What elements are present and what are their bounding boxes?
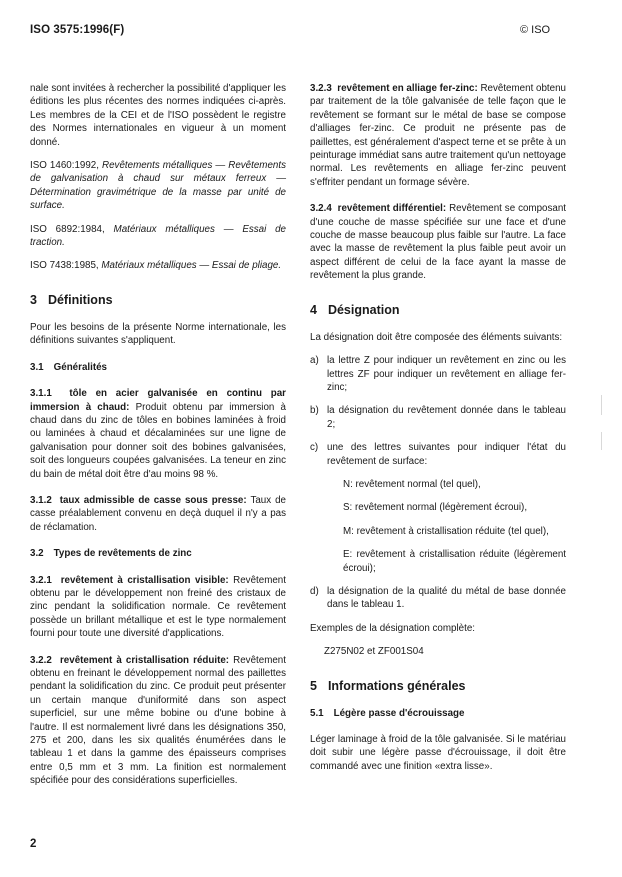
item-text: la lettre Z pour indiquer un revêtement en zinc ou les lettres ZF pour indiquer un revêtement en alliage fer-zinc; xyxy=(327,355,566,393)
definition-term: taux admissible de casse sous presse: xyxy=(59,494,247,506)
definition-3-2-4 xyxy=(310,202,566,282)
item-text: la désignation du revêtement donnée dans le tableau 2; xyxy=(327,405,566,430)
left-column xyxy=(30,82,286,788)
section-number: 3.1 xyxy=(30,361,44,373)
section-title: Types de revêtements de zinc xyxy=(53,548,192,560)
reference-title: Matériaux métalliques — Essai de pliage. xyxy=(101,260,282,272)
section-title: Définitions xyxy=(47,292,113,307)
section-title: Informations générales xyxy=(327,678,466,693)
examples-value: Z275N02 et ZF001S04 xyxy=(324,646,424,658)
reference-code: ISO 1460:1992, xyxy=(30,160,99,172)
definition-term: revêtement différentiel: xyxy=(337,203,447,215)
section-5-1-text: Léger laminage à froid de la tôle galvanisée. Si le matériau doit subir une légère passe d'écrouissage, il doit être commandé avec une finition «extra lisse». xyxy=(310,734,566,772)
definition-text: Revêtement se composant d'une couche de masse spécifiée sur une face et d'une couche de masse beaucoup plus faible sur l'autre. La face avec la masse de revêtement la plus faible peut avoir un aspect différent de celui de la face ayant la masse de revêtement la plus grande. xyxy=(310,203,566,282)
section-4-intro: La désignation doit être composée des éléments suivants: xyxy=(310,331,563,343)
definition-text: Revêtement obtenu en freinant le développement normal des paillettes pendant la solidification du zinc. Ce produit peut présenter un certain manque d'uniformité dans son aspect superficiel, sur une même bobine ou d'une bobine à l'autre. Il est normalement livré dans les désignations 350, 275 et 200, dans les six qualités énumérées dans le tableau 1 et dans la gamme des épaisseurs comprises entre 0,5 mm et 3 mm. La finition est normalement spécifiée pour des considérations superficielles. xyxy=(30,654,286,787)
reference-title: Matériaux métalliques — Essai de traction. xyxy=(30,223,286,249)
item-text: une des lettres suivantes pour indiquer l'état du revêtement de surface: xyxy=(327,442,566,467)
designation-item-c xyxy=(310,441,566,468)
section-5-heading xyxy=(310,679,566,694)
margin-mark xyxy=(601,395,602,415)
section-3-1-heading xyxy=(30,361,286,374)
section-number: 5.1 xyxy=(310,707,324,719)
section-title: Légère passe d'écrouissage xyxy=(333,707,465,719)
reference-title: Revêtements métalliques — Revêtements de galvanisation à chaud sur métaux ferreux — Détermination gravimétrique de la masse par unité de surface. xyxy=(30,160,286,212)
item-text: la désignation de la qualité du métal de base donnée dans le tableau 1. xyxy=(327,585,566,611)
section-3-heading xyxy=(30,293,286,308)
definition-3-1-2 xyxy=(30,494,286,534)
copyright: © ISO xyxy=(520,24,551,36)
definition-number: 3.1.1 xyxy=(30,388,52,400)
margin-mark xyxy=(601,432,602,450)
definition-3-2-2 xyxy=(30,654,286,788)
examples-label: Exemples de la désignation complète: xyxy=(310,622,476,634)
standard-id: ISO 3575:1996(F) xyxy=(30,24,125,36)
definition-3-2-3 xyxy=(310,82,566,189)
finish-m: M: revêtement à cristallisation réduite (tel quel), xyxy=(343,525,549,537)
definition-3-1-1 xyxy=(30,387,286,481)
definition-number: 3.2.2 xyxy=(30,654,52,666)
section-number: 3 xyxy=(30,292,37,307)
section-5-1-heading xyxy=(310,707,566,720)
designation-item-d xyxy=(310,585,566,612)
reference-code: ISO 7438:1985, xyxy=(30,260,99,272)
designation-item-a xyxy=(310,354,566,394)
definition-text: Revêtement obtenu par traitement de la tôle galvanisée de telle façon que le revêtement se formant sur le métal de base se compose d'alliages fer-zinc. Ce produit ne présente pas de paillettes, est généralement d'aspect terne et se prête à un peinturage immédiat sans autre traitement qu'un nettoyage normal. Les revêtements en alliage fer-zinc peuvent s'effriter pendant un formage sévère. xyxy=(310,83,566,188)
section-number: 5 xyxy=(310,678,317,693)
finish-e: E: revêtement à cristallisation réduite (légèrement écroui); xyxy=(343,549,566,574)
definition-text: Revêtement obtenu par le développement non freiné des cristaux de zinc pendant la solidification normale. Ce revêtement possède un brillant métallique et est le type normalement fourni pour toute une diversité d'applications. xyxy=(30,574,286,640)
reference-code: ISO 6892:1984, xyxy=(30,223,105,235)
designation-item-b xyxy=(310,404,566,431)
definition-text: Produit obtenu par immersion à chaud dans du zinc de tôles en bobines laminées à froid ou laminées à chaud et décalaminées sur une ligne de galvanisation pour donner soit des bobines galvanisées, soit des longueurs coupées galvanisées. La teneur en zinc du bain de métal doit être d'au moins 98 %. xyxy=(30,401,286,480)
definition-number: 3.2.4 xyxy=(310,203,332,215)
reference-iso-1460 xyxy=(30,159,286,213)
definition-term: revêtement à cristallisation visible: xyxy=(60,574,229,586)
reference-iso-6892 xyxy=(30,223,286,250)
definition-number: 3.2.3 xyxy=(310,83,332,94)
item-label: d) xyxy=(310,585,319,597)
section-3-2-heading xyxy=(30,547,286,560)
section-title: Généralités xyxy=(53,361,107,373)
item-label: c) xyxy=(310,442,319,454)
finish-s: S: revêtement normal (légèrement écroui), xyxy=(343,502,528,514)
item-label: a) xyxy=(310,355,319,367)
definition-number: 3.2.1 xyxy=(30,574,52,586)
page-number: 2 xyxy=(30,838,37,850)
section-title: Désignation xyxy=(327,302,400,317)
definition-number: 3.1.2 xyxy=(30,494,52,506)
right-column xyxy=(310,82,566,773)
definition-text: Taux de casse préalablement convenu en deçà duquel il n'y a pas de réclamation. xyxy=(30,494,286,533)
item-label: b) xyxy=(310,405,319,417)
finish-n: N: revêtement normal (tel quel), xyxy=(343,478,481,490)
section-number: 4 xyxy=(310,302,317,317)
intro-paragraph: nale sont invitées à rechercher la possibilité d'appliquer les éditions les plus récentes des normes indiquées ci-après. Les membres de la CEI et de l'ISO possèdent le registre des Normes internationales en vigueur à un moment donné. xyxy=(30,83,286,148)
section-4-heading xyxy=(310,303,566,318)
section-3-intro: Pour les besoins de la présente Norme internationale, les définitions suivantes s'appliquent. xyxy=(30,321,286,347)
definition-term: revêtement en alliage fer-zinc: xyxy=(337,83,478,94)
definition-term: tôle en acier galvanisée en continu par immersion à chaud: xyxy=(30,388,286,413)
definition-term: revêtement à cristallisation réduite: xyxy=(59,654,230,666)
reference-iso-7438 xyxy=(30,259,286,272)
definition-3-2-1 xyxy=(30,574,286,641)
section-number: 3.2 xyxy=(30,548,44,560)
